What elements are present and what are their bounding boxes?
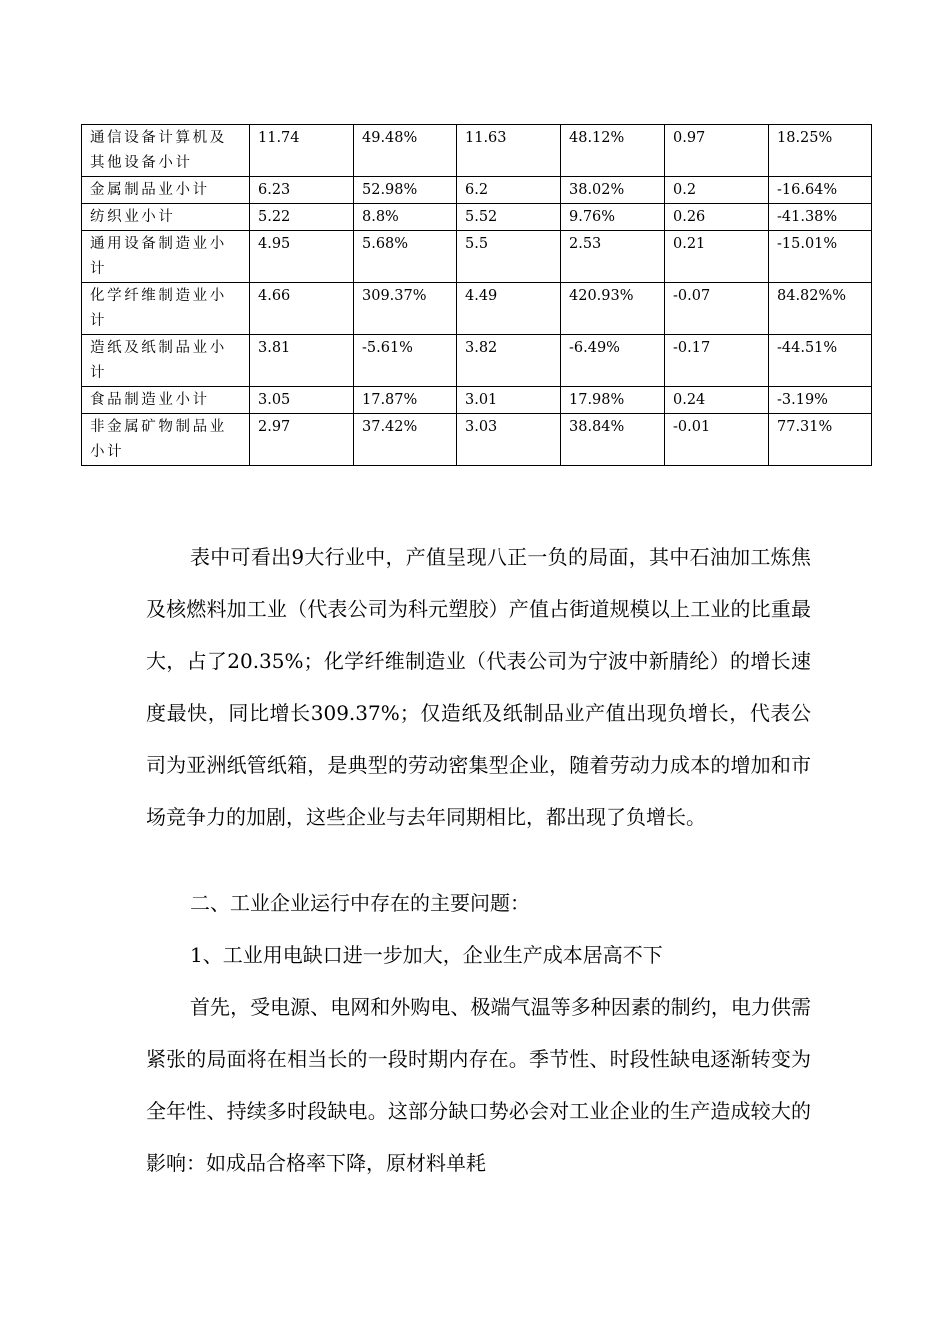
- value-cell: -44.51%: [769, 335, 872, 387]
- value-cell: 8.8%: [354, 204, 457, 231]
- value-cell: 5.5: [457, 231, 561, 283]
- value-cell: -5.61%: [354, 335, 457, 387]
- value-cell: 11.63: [457, 125, 561, 177]
- table-row: [82, 387, 872, 414]
- value-cell: 4.49: [457, 283, 561, 335]
- analysis-paragraph: 表中可看出9大行业中，产值呈现八正一负的局面，其中石油加工炼焦及核燃料加工业（代表公司为科元塑胶）产值占街道规模以上工业的比重最大，占了20.35%；化学纤维制造业（代表公司为宁波中新腈纶）的增长速度最快，同比增长309.37%；仅造纸及纸制品业产值出现负增长，代表公司为亚洲纸管纸箱，是典型的劳动密集型企业，随着劳动力成本的增加和市场竞争力的加剧，这些企业与去年同期相比，都出现了负增长。: [146, 545, 811, 829]
- industry-output-table: [81, 124, 872, 466]
- value-cell: 0.2: [665, 177, 769, 204]
- value-cell: 0.26: [665, 204, 769, 231]
- value-cell: 4.95: [250, 231, 354, 283]
- value-cell: 0.21: [665, 231, 769, 283]
- value-cell: 6.2: [457, 177, 561, 204]
- value-cell: 3.82: [457, 335, 561, 387]
- value-cell: -41.38%: [769, 204, 872, 231]
- table-row: [82, 125, 872, 177]
- value-cell: 0.97: [665, 125, 769, 177]
- value-cell: 11.74: [250, 125, 354, 177]
- value-cell: -0.07: [665, 283, 769, 335]
- table-row: [82, 283, 872, 335]
- value-cell: 4.66: [250, 283, 354, 335]
- value-cell: 420.93%: [561, 283, 665, 335]
- table-row: [82, 204, 872, 231]
- value-cell: 84.82%%: [769, 283, 872, 335]
- section-heading-problems: 二、工业企业运行中存在的主要问题：: [190, 891, 530, 915]
- electricity-paragraph: 首先，受电源、电网和外购电、极端气温等多种因素的制约，电力供需紧张的局面将在相当长的一段时期内存在。季节性、时段性缺电逐渐转变为全年性、持续多时段缺电。这部分缺口势必会对工业企业的生产造成较大的影响：如成品合格率下降，原材料单耗: [146, 995, 811, 1175]
- industry-name-cell: 造纸及纸制品业小计: [82, 335, 250, 387]
- industry-name-cell: 通信设备计算机及其他设备小计: [82, 125, 250, 177]
- value-cell: -0.17: [665, 335, 769, 387]
- value-cell: -3.19%: [769, 387, 872, 414]
- value-cell: 17.98%: [561, 387, 665, 414]
- table-row: [82, 414, 872, 466]
- industry-name-cell: 化学纤维制造业小计: [82, 283, 250, 335]
- value-cell: 9.76%: [561, 204, 665, 231]
- value-cell: -6.49%: [561, 335, 665, 387]
- value-cell: 37.42%: [354, 414, 457, 466]
- table-row: [82, 231, 872, 283]
- value-cell: 5.22: [250, 204, 354, 231]
- subsection-heading-electricity: 1、工业用电缺口进一步加大，企业生产成本居高不下: [190, 943, 663, 967]
- industry-name-cell: 非金属矿物制品业小计: [82, 414, 250, 466]
- industry-name-cell: 纺织业小计: [82, 204, 250, 231]
- value-cell: 5.52: [457, 204, 561, 231]
- value-cell: 3.01: [457, 387, 561, 414]
- value-cell: 77.31%: [769, 414, 872, 466]
- value-cell: 3.05: [250, 387, 354, 414]
- value-cell: 2.53: [561, 231, 665, 283]
- value-cell: 3.81: [250, 335, 354, 387]
- value-cell: 309.37%: [354, 283, 457, 335]
- value-cell: 17.87%: [354, 387, 457, 414]
- value-cell: 49.48%: [354, 125, 457, 177]
- industry-name-cell: 通用设备制造业小计: [82, 231, 250, 283]
- value-cell: 48.12%: [561, 125, 665, 177]
- value-cell: -16.64%: [769, 177, 872, 204]
- value-cell: 6.23: [250, 177, 354, 204]
- value-cell: 2.97: [250, 414, 354, 466]
- value-cell: -0.01: [665, 414, 769, 466]
- table-body: [82, 125, 872, 466]
- value-cell: 52.98%: [354, 177, 457, 204]
- table-row: [82, 177, 872, 204]
- table-row: [82, 335, 872, 387]
- value-cell: -15.01%: [769, 231, 872, 283]
- industry-name-cell: 食品制造业小计: [82, 387, 250, 414]
- value-cell: 38.84%: [561, 414, 665, 466]
- value-cell: 18.25%: [769, 125, 872, 177]
- value-cell: 0.24: [665, 387, 769, 414]
- value-cell: 38.02%: [561, 177, 665, 204]
- value-cell: 3.03: [457, 414, 561, 466]
- industry-name-cell: 金属制品业小计: [82, 177, 250, 204]
- value-cell: 5.68%: [354, 231, 457, 283]
